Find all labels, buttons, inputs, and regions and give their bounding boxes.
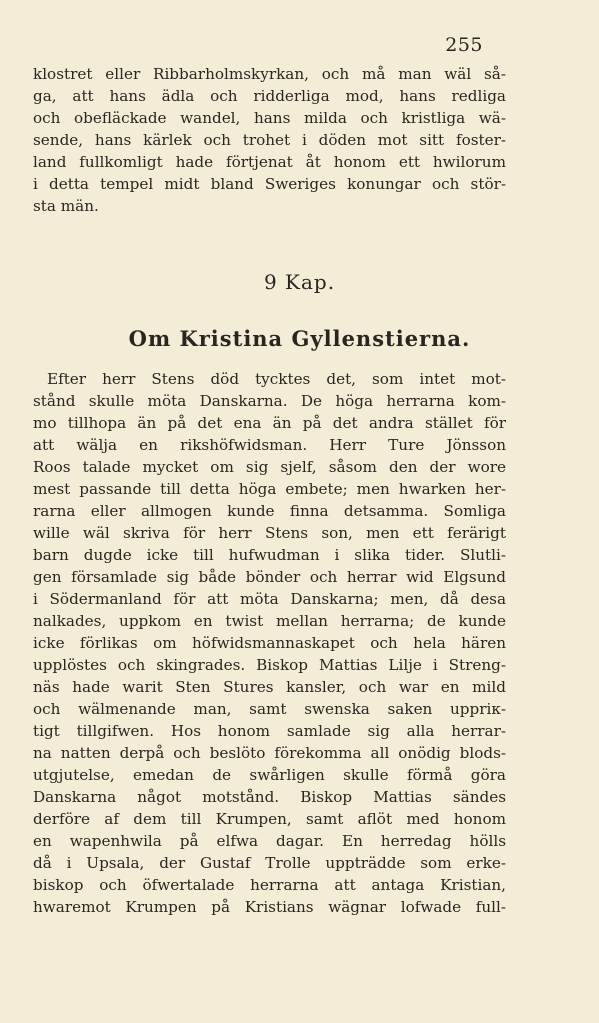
text-line: icke förlikas om höfwidsmannaskapet och hela hären bbox=[33, 634, 506, 652]
text-line: att wälja en rikshöfwidsman. Herr Ture Jönsson bbox=[33, 436, 506, 454]
text-line: wille wäl skriva för herr Stens son, men ett ferärigt bbox=[33, 524, 506, 542]
text-line: ga, att hans ädla och ridderliga mod, hans redliga bbox=[33, 87, 506, 105]
text-line: mo tillhopa än på det ena än på det andra stället för bbox=[33, 414, 506, 432]
text-line: då i Upsala, der Gustaf Trolle uppträdde som erke- bbox=[33, 854, 506, 872]
chapter-title: Om Kristina Gyllenstierna. bbox=[128, 326, 471, 351]
text-line: sende, hans kärlek och trohet i döden mot sitt foster- bbox=[33, 131, 506, 149]
text-line: Danskarna något motstånd. Biskop Mattias sändes bbox=[33, 788, 506, 806]
text-line: upplöstes och skingrades. Biskop Mattias Lilje i Streng- bbox=[33, 656, 506, 674]
text-line: i Södermanland för att möta Danskarna; men, då desa bbox=[33, 590, 506, 608]
text-line: en wapenhwila på elfwa dagar. En herredag hölls bbox=[33, 832, 506, 850]
text-line: och wälmenande man, samt swenska saken uppriк- bbox=[33, 700, 506, 718]
text-line: klostret eller Ribbarholmskyrkan, och må man wäl så- bbox=[33, 65, 506, 83]
text-line: biskop och öfwertalade herrarna att antaga Kristian, bbox=[33, 876, 506, 894]
text-line: utgjutelse, emedan de swårligen skulle förmå göra bbox=[33, 766, 506, 784]
text-line: land fullkomligt hade förtjenat åt honom ett hwilorum bbox=[33, 153, 506, 171]
text-line: i detta tempel midt bland Sweriges konungar och stör- bbox=[33, 175, 506, 193]
intro-paragraph bbox=[33, 63, 506, 217]
text-line: mest passande till detta höga embete; men hwarken her- bbox=[33, 480, 506, 498]
text-line: Roos talade mycket om sig sjelf, såsom den der wore bbox=[33, 458, 506, 476]
text-line: tigt tillgifwen. Hos honom samlade sig alla herrar- bbox=[33, 722, 506, 740]
text-line: och obefläckade wandel, hans milda och kristliga wä- bbox=[33, 109, 506, 127]
text-line: barn dugde icke till hufwudman i slika tider. Slutli- bbox=[33, 546, 506, 564]
chapter-heading: 9 Kap. bbox=[263, 270, 336, 294]
text-line: näs hade warit Sten Stures kansler, och war en mild bbox=[33, 678, 506, 696]
text-line: Efter herr Stens död tycktes det, som intet mot- bbox=[47, 370, 506, 388]
text-line: na natten derpå och beslöto förekomma all onödig blods- bbox=[33, 744, 506, 762]
text-line: nalkades, uppkom en twist mellan herrarna; de kunde bbox=[33, 612, 506, 630]
text-line: rarna eller allmogen kunde finna detsamma. Somliga bbox=[33, 502, 506, 520]
text-line: sta män. bbox=[33, 197, 99, 215]
main-paragraph bbox=[33, 368, 506, 918]
text-line: gen församlade sig både bönder och herrar wid Elgsund bbox=[33, 568, 506, 586]
text-line: hwaremot Krumpen på Kristians wägnar lofwade full- bbox=[33, 898, 506, 916]
text-line: derföre af dem till Krumpen, samt aflöt med honom bbox=[33, 810, 506, 828]
page-number: 255 bbox=[445, 34, 483, 56]
text-line: stånd skulle möta Danskarna. De höga herrarna kom- bbox=[33, 392, 506, 410]
